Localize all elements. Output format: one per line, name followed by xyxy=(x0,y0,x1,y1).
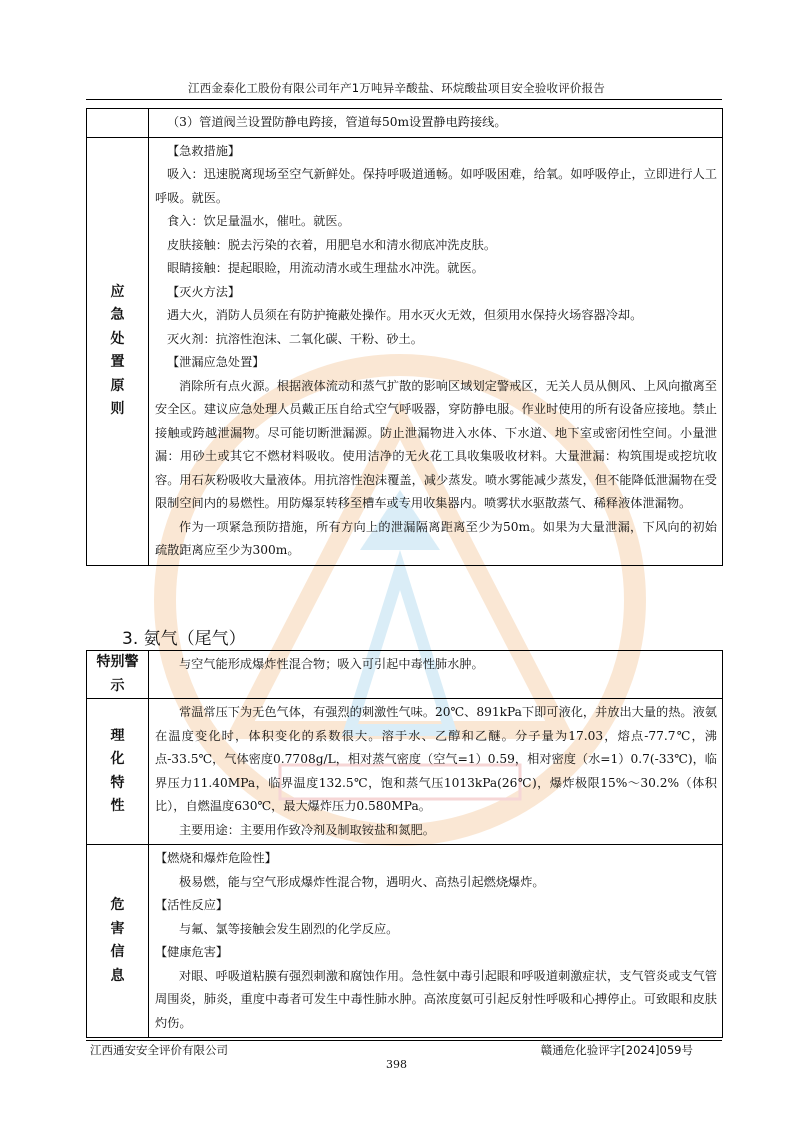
body-line: 与氟、氯等接触会发生剧烈的化学反应。 xyxy=(179,921,399,936)
row-label-text: 危害信息 xyxy=(110,897,125,984)
table-row xyxy=(87,845,723,1038)
row-label-text: 应急处置原则 xyxy=(110,283,125,417)
heading-line: 【灭火方法】 xyxy=(167,284,241,299)
row-label-text: 特别警示 xyxy=(96,654,139,694)
body-line: 常温常压下为无色气体，有强烈的刺激性气味。20℃、891kPa下即可液化，并放出大量的热。液氨在温度变化时，体积变化的系数很大。溶于水、乙醇和乙醚。分子量为17.03，熔点-77.7℃，沸点-33.5℃，气体密度0.7708g/L，相对蒸气密度（空气=1）0.59，相对密度（水=1）0.7(-33℃)，临界压力11.40MPa，临界温度132.5℃，饱和蒸气压1013kPa(26℃)，爆炸极限15%～30.2%（体积比），自燃温度630℃，最大爆炸压力0.580MPa。 xyxy=(155,705,717,813)
heading-line: 【燃烧和爆炸危险性】 xyxy=(155,851,277,865)
physchem-text xyxy=(149,699,723,845)
table-row xyxy=(87,109,723,138)
footer-rule xyxy=(86,1040,722,1041)
body-line: 极易燃，能与空气形成爆炸性混合物，遇明火、高热引起燃烧爆炸。 xyxy=(179,874,545,889)
heading-line: 【急救措施】 xyxy=(167,143,241,158)
table-row xyxy=(87,137,723,565)
body-line: 灭火剂：抗溶性泡沫、二氧化碳、干粉、砂土。 xyxy=(167,331,423,346)
physchem-label xyxy=(87,699,149,845)
hazard-info-content xyxy=(149,845,723,1038)
row-label-text: 理化特性 xyxy=(110,727,125,814)
body-line: 对眼、呼吸道粘膜有强烈刺激和腐蚀作用。急性氨中毒引起眼和呼吸道刺激症状，支气管炎或支气管周围炎，肺炎，重度中毒者可发生中毒性肺水肿。高浓度氨可引起反射性呼吸和心搏停止。可致眼和皮肤灼伤。 xyxy=(155,968,717,1030)
heading-line: 【健康危害】 xyxy=(155,945,229,959)
emergency-principle-label xyxy=(87,137,149,565)
body-line: 消除所有点火源。根据液体流动和蒸气扩散的影响区域划定警戒区，无关人员从侧风、上风向撤离至安全区。建议应急处理人员戴正压自给式空气呼吸器，穿防静电服。作业时使用的所有设备应接地。禁止接触或跨越泄漏物。尽可能切断泄漏源。防止泄漏物进入水体、下水道、地下室或密闭性空间。小量泄漏：用砂土或其它不燃材料吸收。使用洁净的无火花工具收集吸收材料。大量泄漏：构筑围堤或挖坑收容。用石灰粉吸收大量液体。用抗溶性泡沫覆盖，减少蒸发。喷水雾能减少蒸发，但不能降低泄漏物在受限制空间内的易燃性。用防爆泵转移至槽车或专用收集器内。喷雾状水驱散蒸气、稀释液体泄漏物。 xyxy=(155,378,717,510)
footer-report-number: 赣通危化验评字[2024]059号 xyxy=(540,1043,693,1057)
body-line: 吸入：迅速脱离现场至空气新鲜处。保持呼吸道通畅。如呼吸困难，给氧。如呼吸停止，立即进行人工呼吸。就医。 xyxy=(155,167,717,205)
body-line: 眼睛接触：提起眼睑，用流动清水或生理盐水冲洗。就医。 xyxy=(167,261,484,275)
hazard-info-label xyxy=(87,845,149,1038)
special-warning-text xyxy=(149,651,723,699)
body-line: 主要用途：主要用作致冷剂及制取铵盐和氮肥。 xyxy=(179,822,435,837)
body-line: 食入：饮足量温水，催吐。就医。 xyxy=(167,214,350,228)
body-line: 与空气能形成爆炸性混合物；吸入可引起中毒性肺水肿。 xyxy=(179,657,484,671)
top-row-line: （3）管道阀兰设置防静电跨接，管道每50m设置静电跨接线。 xyxy=(167,115,507,129)
table-row xyxy=(87,651,723,699)
emergency-principle-content xyxy=(149,137,723,565)
ammonia-table xyxy=(86,650,723,1038)
body-line: 皮肤接触：脱去污染的衣着，用肥皂水和清水彻底冲洗皮肤。 xyxy=(167,237,497,252)
body-line: 遇大火，消防人员须在有防护掩蔽处操作。用水灭火无效，但须用水保持火场容器冷却。 xyxy=(167,308,643,322)
page-number: 398 xyxy=(386,1058,407,1071)
document-header-title: 江西金泰化工股份有限公司年产1万吨异辛酸盐、环烷酸盐项目安全验收评价报告 xyxy=(187,81,605,95)
body-line: 作为一项紧急预防措施，所有方向上的泄漏隔离距离至少为50m。如果为大量泄漏，下风向的初始疏散距离应至少为300m。 xyxy=(155,519,717,557)
header-rule xyxy=(86,99,722,100)
section-heading: 3. 氨气（尾气） xyxy=(122,629,246,649)
heading-line: 【泄漏应急处置】 xyxy=(167,355,265,369)
heading-line: 【活性反应】 xyxy=(155,898,229,912)
top-row-label-cell xyxy=(87,109,149,138)
special-warning-label xyxy=(87,651,149,699)
footer-company: 江西通安安全评价有限公司 xyxy=(90,1043,228,1057)
table-row xyxy=(87,699,723,845)
emergency-table xyxy=(86,108,723,566)
top-row-text xyxy=(149,109,723,138)
